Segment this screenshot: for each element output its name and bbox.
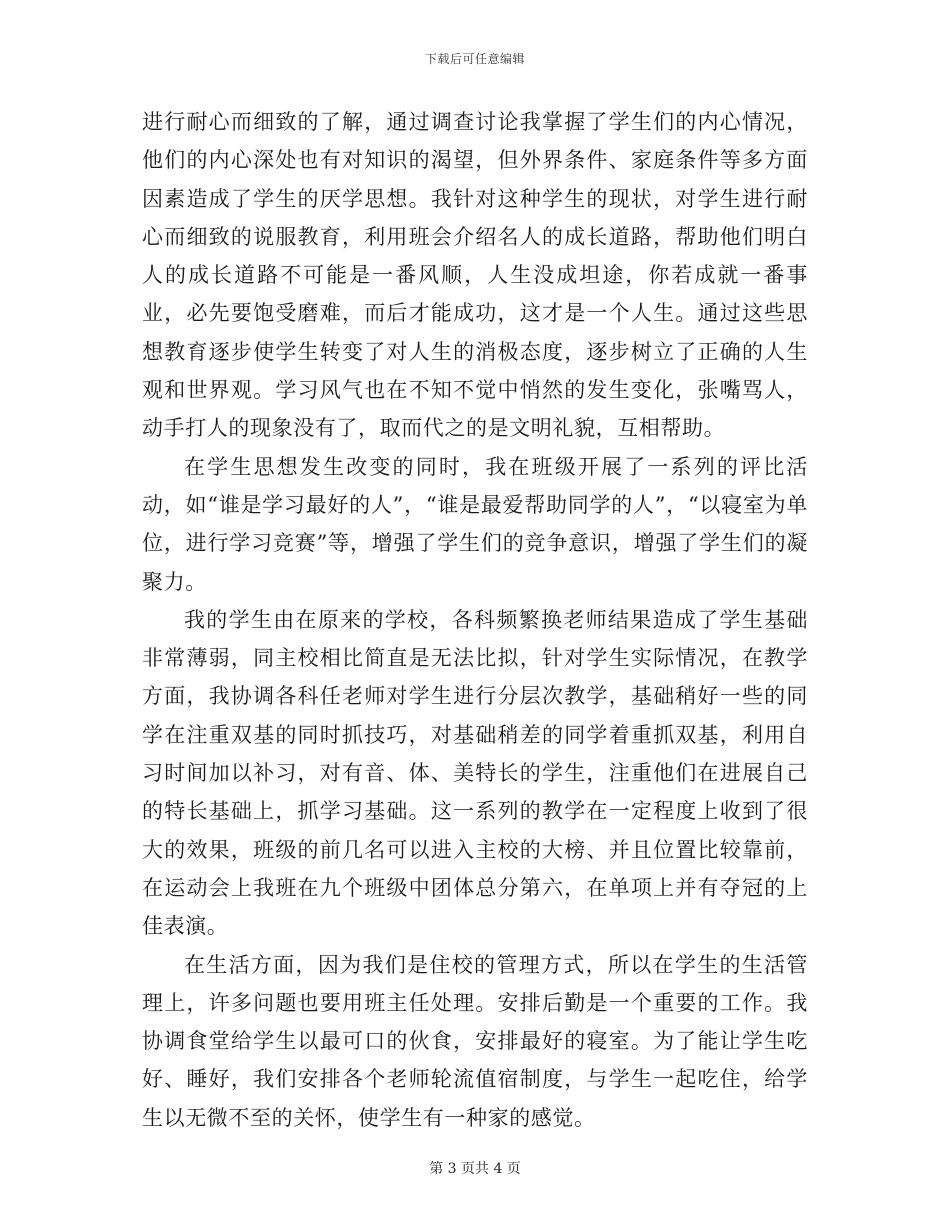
paragraph-2: 在学生思想发生改变的同时，我在班级开展了一系列的评比活动，如“谁是学习最好的人”，“谁是最爱帮助同学的人”，“以寝室为单位，进行学习竞赛”等，增强了学生们的竞争意识，增强了学生们的凝聚力。 — [142, 454, 808, 594]
paragraph-1: 进行耐心而细致的了解，通过调查讨论我掌握了学生们的内心情况，他们的内心深处也有对知识的渴望，但外界条件、家庭条件等多方面因素造成了学生的厌学思想。我针对这种学生的现状，对学生进行耐心而细致的说服教育，利用班会介绍名人的成长道路，帮助他们明白人的成长道路不可能是一番风顺，人生没成坦途，你若成就一番事业，必先要饱受磨难，而后才能成功，这才是一个人生。通过这些思想教育逐步使学生转变了对人生的消极态度，逐步树立了正确的人生观和世界观。学习风气也在不知不觉中悄然的发生变化，张嘴骂人，动手打人的现象没有了，取而代之的是文明礼貌，互相帮助。 — [142, 110, 808, 441]
paragraph-4: 在生活方面，因为我们是住校的管理方式，所以在学生的生活管理上，许多问题也要用班主任处理。安排后勤是一个重要的工作。我协调食堂给学生以最可口的伙食，安排最好的寝室。为了能让学生吃好、睡好，我们安排各个老师轮流值宿制度，与学生一起吃住，给学生以无微不至的关怀，使学生有一种家的感觉。 — [142, 952, 808, 1130]
page-header: 下载后可任意编辑 — [424, 52, 525, 66]
document-body — [142, 103, 808, 1137]
page-footer: 第 3 页共 4 页 — [429, 1161, 521, 1177]
paragraph-3: 我的学生由在原来的学校，各科频繁换老师结果造成了学生基础非常薄弱，同主校相比简直是无法比拟，针对学生实际情况，在教学方面，我协调各科任老师对学生进行分层次教学，基础稍好一些的同学在注重双基的同时抓技巧，对基础稍差的同学着重抓双基，利用自习时间加以补习，对有音、体、美特长的学生，注重他们在进展自己的特长基础上，抓学习基础。这一系列的教学在一定程度上收到了很大的效果，班级的前几名可以进入主校的大榜、并且位置比较靠前，在运动会上我班在九个班级中团体总分第六，在单项上并有夺冠的上佳表演。 — [142, 607, 808, 939]
